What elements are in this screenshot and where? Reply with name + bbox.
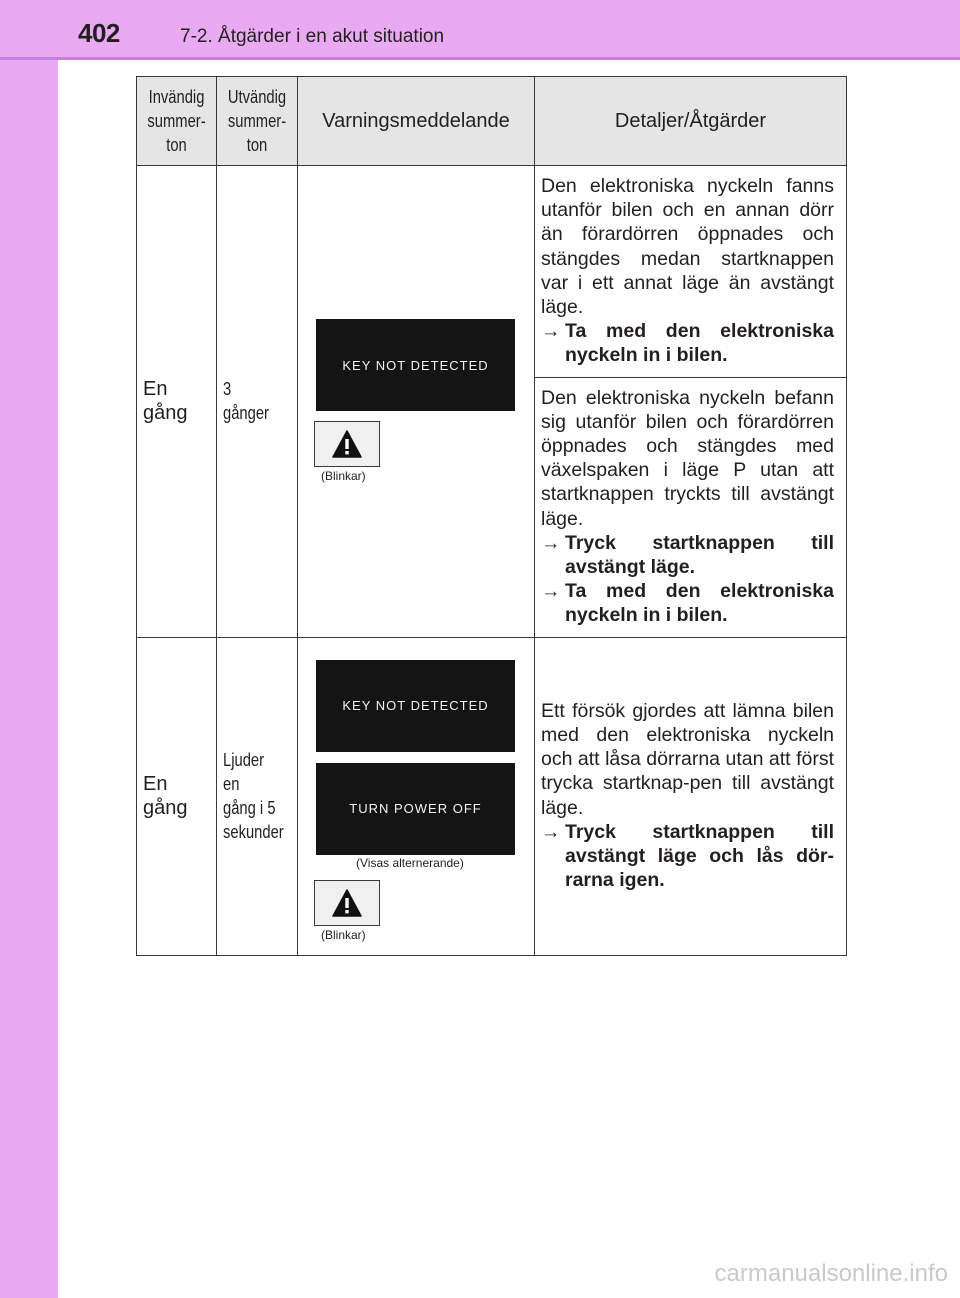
warning-triangle-icon [314,421,380,467]
action-item: → Tryck startknappen till avstängt läge och lås dör-rarna igen. [541,820,834,892]
details-cell: Den elektroniska nyckeln befann sig utanför bilen och förardörren öppnades och stängdes med växelspaken i läge P utan att startknappen tryckts till avstängt läge. → Tryck startknappen till avstängt läge. → Ta med den elektroniska nyckeln in i bilen. [535,377,847,637]
action-item: → Ta med den elektroniska nyckeln in i bilen. [541,580,834,627]
display-screen: KEY NOT DETECTED [316,319,515,411]
inner-buzzer-cell: En gång [137,637,217,955]
header-details: Detaljer/Åtgärder [535,77,847,166]
header-divider [0,57,960,60]
action-item: → Ta med den elektroniska nyckeln in i bilen. [541,320,834,367]
outer-buzzer-cell: Ljuder en gång i 5 sekunder [217,637,298,955]
table-row [137,637,847,955]
blink-caption: (Blinkar) [321,469,366,483]
display-screen: KEY NOT DETECTED [316,660,515,752]
outer-buzzer-cell: 3 gånger [217,166,298,638]
action-item: → Tryck startknappen till avstängt läge. [541,531,834,579]
arrow-icon: → [541,820,561,843]
page-number: 402 [78,18,120,48]
warning-triangle-icon [314,880,380,926]
section-title: 7-2. Åtgärder i en akut situation [180,26,445,47]
inner-buzzer-cell: En gång [137,166,217,638]
table-row [137,166,847,378]
display-screen: TURN POWER OFF [316,763,515,855]
arrow-icon: → [541,320,561,343]
header-band [0,0,960,58]
watermark: carmanualsonline.info [714,1260,948,1287]
details-cell: Den elektroniska nyckeln fanns utanför bilen och en annan dörr än förardörren öppnades och stängdes medan startknappen var i ett annat läge än avstängt läge. → Ta med den elektroniska nyckeln in i bilen. [535,166,847,378]
warning-table [136,76,847,956]
arrow-icon: → [541,580,561,603]
arrow-icon: → [541,531,561,554]
table-header-row [137,77,847,166]
message-cell [298,166,535,638]
header-outer-buzzer: Utvändig summer- ton [217,77,298,166]
details-cell: Ett försök gjordes att lämna bilen med den elektroniska nyckeln och att låsa dörrarna utan att först trycka startknap-pen till avstängt läge. → Tryck startknappen till avstängt läge och lås dör-rarna igen. [535,637,847,955]
alternating-caption: (Visas alternerande) [356,855,464,870]
header-inner-buzzer: Invändig summer- ton [137,77,217,166]
blink-caption: (Blinkar) [321,927,366,942]
message-cell [298,637,535,955]
side-margin-bar [0,0,58,1298]
header-message: Varningsmeddelande [298,77,535,166]
